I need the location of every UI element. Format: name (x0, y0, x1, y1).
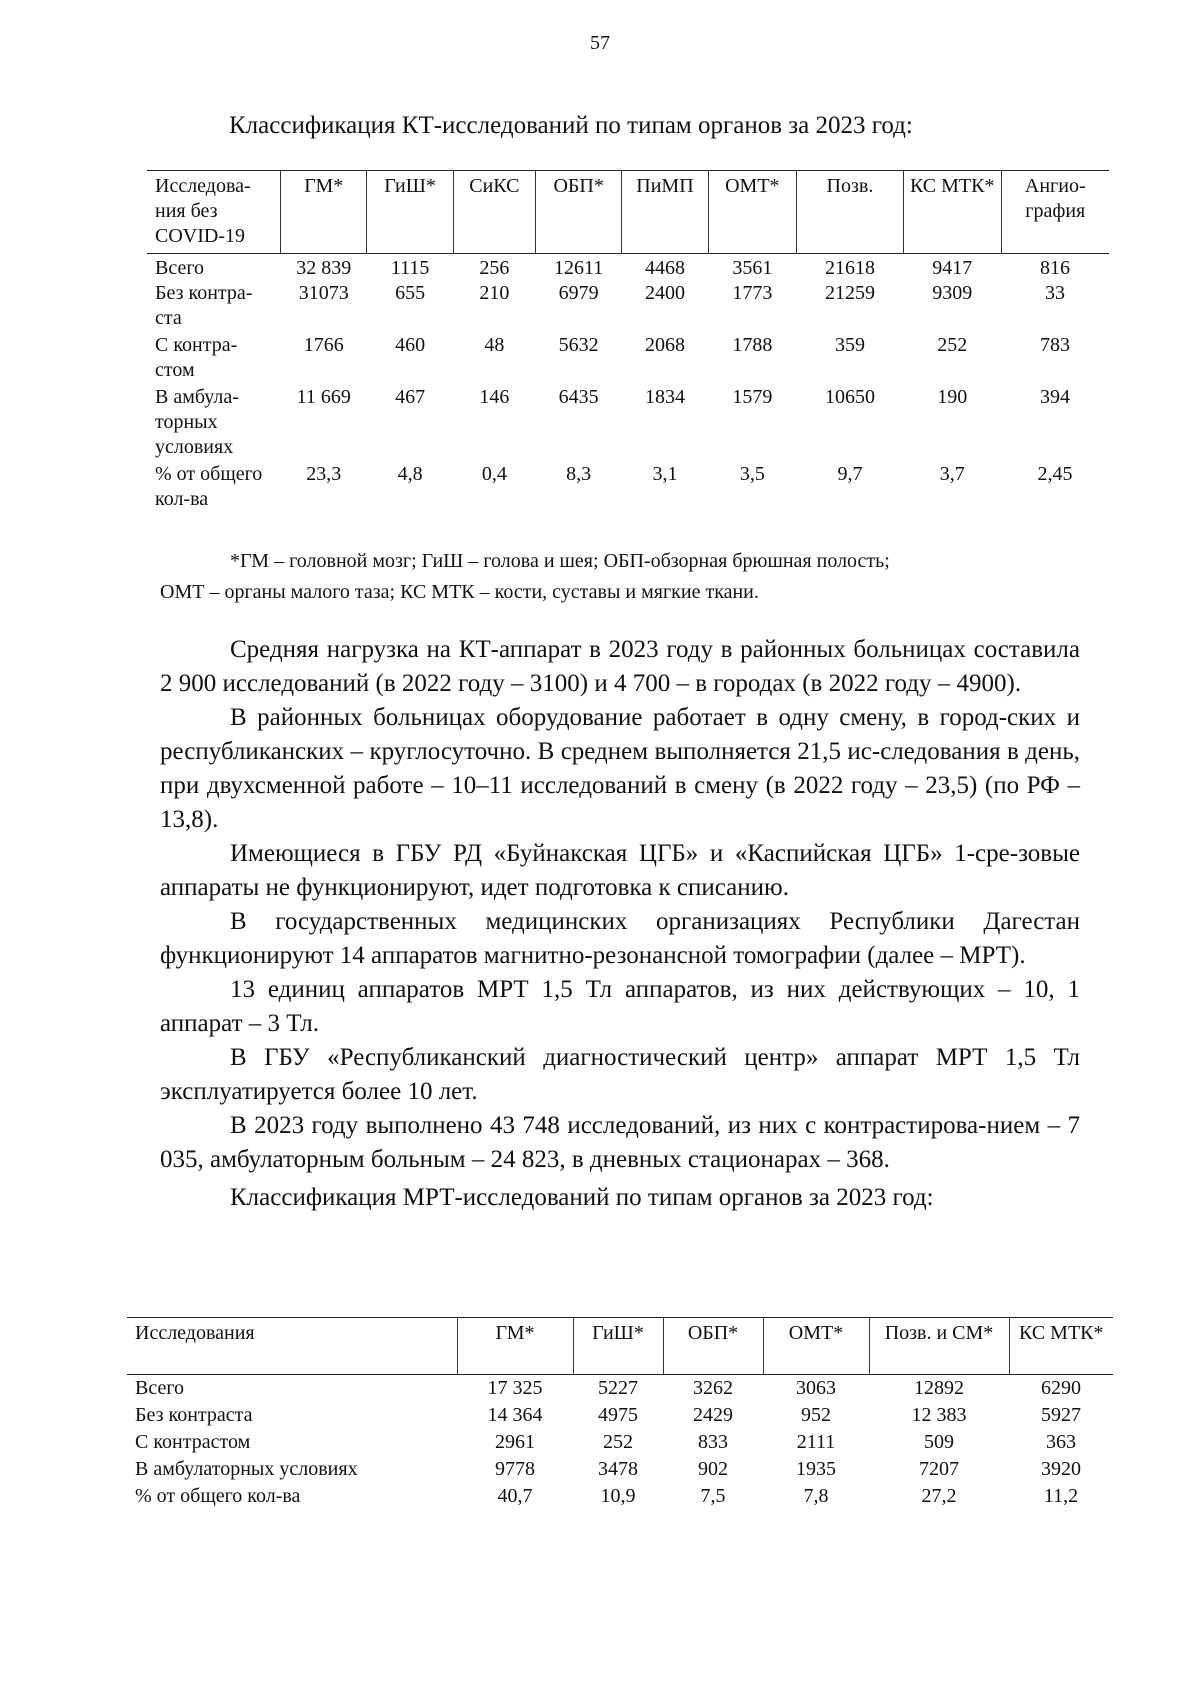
table-cell: 9778 (495, 1458, 535, 1480)
footnote-line: ОМТ – органы малого таза; КС МТК – кости, суставы и мягкие ткани. (160, 581, 759, 603)
table-cell: 3920 (1041, 1458, 1081, 1480)
table-cell: 0,4 (481, 463, 507, 485)
table-cell: 4468 (644, 257, 685, 279)
table-cell: 2111 (796, 1431, 836, 1453)
table-row (147, 254, 1109, 282)
table-cell: 10,9 (600, 1485, 636, 1507)
table-cell: 31073 (298, 282, 349, 304)
page-number: 57 (590, 32, 610, 54)
mri-classification-table (127, 1317, 1113, 1510)
column-header: Ангио-графия (1001, 171, 1109, 254)
column-header: Исследования (127, 1318, 457, 1375)
table-cell: 12611 (554, 257, 604, 279)
table-cell: 359 (834, 334, 865, 356)
table-cell: 1766 (303, 334, 344, 356)
table-cell: 2068 (644, 334, 685, 356)
footnote (160, 546, 1080, 608)
table-cell: 10650 (824, 386, 875, 408)
table-header-row (127, 1318, 1113, 1375)
ct-classification-table (147, 170, 1109, 512)
paragraph: Средняя нагрузка на КТ-аппарат в 2023 году в районных больницах составила 2 900 исследований (в 2022 году – 3100) и 4 700 – в городах (в 2022 году – 4900). (160, 636, 1080, 697)
table-cell: 3478 (598, 1458, 638, 1480)
table-cell: 40,7 (497, 1485, 533, 1507)
table-cell: 2400 (644, 282, 685, 304)
column-header: КС МТК* (1009, 1318, 1113, 1375)
table-row (127, 1375, 1113, 1403)
table-cell: 902 (698, 1458, 728, 1480)
table-cell: 32 839 (296, 257, 352, 279)
table-row (147, 333, 1109, 385)
column-header: ГМ* (457, 1318, 573, 1375)
table-cell: 256 (479, 257, 510, 279)
table-cell: 210 (479, 282, 510, 304)
column-header: Позв. (797, 171, 904, 254)
table-row (127, 1429, 1113, 1456)
table-cell: 1579 (732, 386, 773, 408)
table-cell: 3063 (796, 1377, 836, 1399)
table-cell: 6290 (1041, 1377, 1081, 1399)
table-cell: 9309 (932, 282, 973, 304)
table-cell: 394 (1040, 386, 1070, 408)
table-cell: 833 (698, 1431, 728, 1453)
table-row (147, 385, 1109, 462)
table-cell: 7,8 (803, 1485, 829, 1507)
column-header: КС МТК* (903, 171, 1001, 254)
table-cell: 5227 (598, 1377, 638, 1399)
table-cell: 509 (924, 1431, 954, 1453)
table-cell: 3,1 (652, 463, 678, 485)
table-cell: 6435 (558, 386, 599, 408)
table-cell: 9417 (932, 257, 973, 279)
table-cell: 9,7 (837, 463, 863, 485)
table-cell: 363 (1046, 1431, 1076, 1453)
table-cell: 14 364 (487, 1404, 543, 1426)
table-cell: 21618 (824, 257, 875, 279)
table-cell: 816 (1040, 257, 1070, 279)
row-label: Всего (135, 1377, 185, 1399)
table-cell: 2,45 (1037, 463, 1073, 485)
table-cell: 21259 (824, 282, 875, 304)
table-cell: 5632 (558, 334, 599, 356)
table-cell: 1115 (390, 257, 430, 279)
ct-table-caption: Классификация КТ-исследований по типам органов за 2023 год: (229, 112, 913, 139)
table-cell: 467 (395, 386, 426, 408)
table-cell: 23,3 (306, 463, 342, 485)
row-label: В амбула-торных условиях (155, 386, 239, 458)
table-cell: 27,2 (921, 1485, 957, 1507)
column-header: ГиШ* (367, 171, 453, 254)
table-row (147, 281, 1109, 333)
row-label: В амбулаторных условиях (135, 1458, 358, 1480)
body-text (160, 633, 1080, 1215)
table-cell: 11,2 (1043, 1485, 1079, 1507)
column-header: ОМТ* (763, 1318, 869, 1375)
table-cell: 3,5 (739, 463, 765, 485)
table-cell: 252 (603, 1431, 633, 1453)
paragraph: В ГБУ «Республиканский диагностический центр» аппарат МРТ 1,5 Тл эксплуатируется более 10 лет. (160, 1044, 1080, 1105)
table-cell: 17 325 (487, 1377, 543, 1399)
table-row (127, 1483, 1113, 1510)
table-cell: 4975 (598, 1404, 638, 1426)
table-row (127, 1456, 1113, 1483)
table-cell: 3561 (732, 257, 773, 279)
paragraph: В районных больницах оборудование работает в одну смену, в город-ских и республиканских – круглосуточно. В среднем выполняется 21,5 ис-следования в день, при двухсменной работе – 10–11 исследований в смену (в 2022 году – 23,5) (по РФ – 13,8). (160, 704, 1080, 833)
table-cell: 1788 (732, 334, 773, 356)
table-cell: 7,5 (700, 1485, 726, 1507)
row-label: Без контраста (135, 1404, 253, 1426)
column-header: Позв. и СМ* (869, 1318, 1009, 1375)
paragraph: В 2023 году выполнено 43 748 исследований, из них с контрастирова-нием – 7 035, амбулаторным больным – 24 823, в дневных стационарах – 368. (160, 1112, 1080, 1173)
table-cell: 190 (937, 386, 968, 408)
column-header: ОБП* (535, 171, 621, 254)
paragraph: Имеющиеся в ГБУ РД «Буйнакская ЦГБ» и «Каспийская ЦГБ» 1-сре-зовые аппараты не функционируют, идет подготовка к списанию. (160, 840, 1080, 901)
table-cell: 3,7 (939, 463, 965, 485)
table-cell: 7207 (919, 1458, 959, 1480)
column-header: ПиМП (622, 171, 708, 254)
table-cell: 655 (395, 282, 426, 304)
table-cell: 2429 (693, 1404, 733, 1426)
column-header: ОБП* (663, 1318, 763, 1375)
table-cell: 3262 (693, 1377, 733, 1399)
table-row (147, 462, 1109, 512)
mri-table-caption: Классификация МРТ-исследований по типам органов за 2023 год: (230, 1184, 934, 1211)
table-cell: 48 (484, 334, 505, 356)
footnote-line: *ГМ – головной мозг; ГиШ – голова и шея; ОБП-обзорная брюшная полость; (230, 550, 890, 572)
table-cell: 12892 (914, 1377, 964, 1399)
column-header: Исследова-ния без COVID-19 (147, 171, 281, 254)
table-cell: 783 (1040, 334, 1070, 356)
table-cell: 5927 (1041, 1404, 1081, 1426)
table-cell: 4,8 (397, 463, 423, 485)
column-header: СиКС (453, 171, 535, 254)
column-header: ГиШ* (573, 1318, 663, 1375)
paragraph: В государственных медицинских организациях Республики Дагестан функционируют 14 аппаратов магнитно-резонансной томографии (далее – МРТ). (160, 908, 1080, 969)
table-cell: 33 (1045, 282, 1065, 304)
row-label: С контрастом (135, 1431, 251, 1453)
table-cell: 12 383 (911, 1404, 967, 1426)
table-cell: 1935 (796, 1458, 836, 1480)
table-cell: 2961 (495, 1431, 535, 1453)
table-row (127, 1402, 1113, 1429)
table-cell: 1773 (732, 282, 773, 304)
table-header-row (147, 171, 1109, 254)
table-cell: 8,3 (566, 463, 592, 485)
row-label: % от общего кол-ва (135, 1485, 301, 1507)
paragraph: 13 единиц аппаратов МРТ 1,5 Тл аппаратов, из них действующих – 10, 1 аппарат – 3 Тл. (160, 976, 1080, 1037)
table-cell: 952 (801, 1404, 831, 1426)
column-header: ГМ* (281, 171, 367, 254)
row-label: % от общего кол-ва (155, 463, 263, 510)
row-label: Всего (155, 257, 205, 279)
table-cell: 6979 (558, 282, 599, 304)
row-label: Без контра-ста (155, 282, 253, 329)
table-cell: 11 669 (296, 386, 351, 408)
column-header: ОМТ* (708, 171, 796, 254)
table-cell: 252 (937, 334, 968, 356)
table-cell: 1834 (644, 386, 685, 408)
table-cell: 146 (479, 386, 510, 408)
table-cell: 460 (395, 334, 426, 356)
row-label: С контра-стом (155, 334, 238, 381)
